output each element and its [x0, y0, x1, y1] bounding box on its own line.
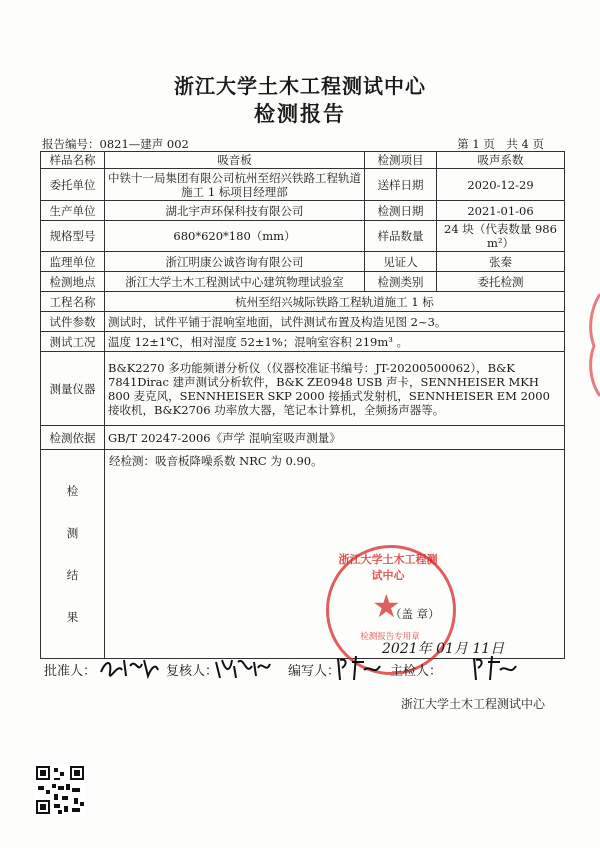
- results-value: 经检测：吸音板降噪系数 NRC 为 0.90。: [109, 454, 323, 468]
- test-item-label: 检测项目: [365, 152, 437, 169]
- project-label: 工程名称: [41, 292, 105, 312]
- test-item-value: 吸声系数: [437, 152, 565, 169]
- author-signature: [334, 652, 384, 684]
- lead-label: 主检人：: [390, 664, 443, 679]
- send-date-value: 2020-12-29: [437, 169, 565, 201]
- sign-date: 2021年 01月 11日: [382, 641, 505, 657]
- quantity-label: 样品数量: [365, 221, 437, 252]
- report-title: 检测报告: [254, 102, 346, 126]
- sample-name-value: 吸音板: [105, 152, 365, 169]
- project-value: 杭州至绍兴城际铁路工程轨道施工 1 标: [105, 292, 565, 312]
- test-date-label: 检测日期: [365, 201, 437, 221]
- issuer-name: 浙江大学土木工程测试中心: [400, 697, 545, 711]
- report-table: [40, 151, 565, 659]
- test-date-value: 2021-01-06: [437, 201, 565, 221]
- params-value: 测试时，试件平铺于混响室地面，试件测试布置及构造见图 2~3。: [105, 312, 565, 332]
- approver-signature: [98, 652, 160, 682]
- instruments-label: 测量仪器: [41, 352, 105, 426]
- location-label: 检测地点: [41, 272, 105, 292]
- producer-value: 湖北宇声环保科技有限公司: [105, 201, 365, 221]
- results-label-char: 测: [66, 526, 79, 540]
- qr-code-icon: [34, 764, 86, 816]
- report-number: 报告编号：0821—建声 002: [42, 137, 189, 151]
- send-date-label: 送样日期: [365, 169, 437, 201]
- basis-label: 检测依据: [41, 426, 105, 450]
- org-title: 浙江大学土木工程测试中心: [174, 74, 426, 98]
- sample-name-label: 样品名称: [41, 152, 105, 169]
- spec-label: 规格型号: [41, 221, 105, 252]
- reviewer-signature: [214, 652, 272, 682]
- supervisor-value: 浙江明康公诚咨询有限公司: [105, 252, 365, 272]
- seal-label: （盖 章）: [390, 607, 440, 621]
- client-value: 中铁十一局集团有限公司杭州至绍兴铁路工程轨道施工 1 标项目经理部: [105, 169, 365, 201]
- seal-sub-text: 检测报告专用章: [360, 632, 420, 642]
- lead-row: [390, 660, 442, 679]
- supervisor-label: 监理单位: [41, 252, 105, 272]
- results-label-char: 检: [66, 484, 79, 498]
- test-type-value: 委托检测: [437, 272, 565, 292]
- reviewer-row: [166, 660, 218, 679]
- reviewer-label: 复核人：: [166, 664, 219, 679]
- seal-star-icon: ★: [372, 587, 401, 625]
- location-value: 浙江大学土木工程测试中心建筑物理试验室: [105, 272, 365, 292]
- witness-label: 见证人: [365, 252, 437, 272]
- author-label: 编写人：: [288, 664, 341, 679]
- client-label: 委托单位: [41, 169, 105, 201]
- instruments-value: B&K2270 多功能频谱分析仪（仪器校准证书编号：JT-20200500062），B&K 7841Dirac 建声测试分析软件，B&K ZE0948 USB 声卡，SENNHEISER MKH 800 麦克风，SENNHEISER SKP 2000 接插式发射机，SENNHEISER EM 2000 接收机，B&K2706 功率放大器，笔记本计算机，全频扬声器等。: [105, 352, 565, 426]
- author-row: [288, 660, 340, 679]
- params-label: 试件参数: [41, 312, 105, 332]
- edge-seal-fragment: [584, 290, 600, 400]
- quantity-value: 24 块（代表数量 986 m²）: [437, 221, 565, 252]
- spec-value: 680*620*180（mm）: [105, 221, 365, 252]
- test-type-label: 检测类别: [365, 272, 437, 292]
- basis-value: GB/T 20247-2006《声学 混响室吸声测量》: [105, 426, 565, 450]
- signature-row: [44, 660, 96, 679]
- conditions-label: 测试工况: [41, 332, 105, 352]
- approver-label: 批准人：: [44, 664, 97, 679]
- results-label-char: 结: [66, 568, 79, 582]
- results-label-char: 果: [66, 610, 79, 624]
- lead-signature: [470, 652, 520, 684]
- conditions-value: 温度 12±1℃，相对湿度 52±1%；混响室容积 219m³ 。: [105, 332, 565, 352]
- results-label: [41, 450, 105, 659]
- page-info: 第 1 页 共 4 页: [457, 137, 544, 151]
- witness-value: 张秦: [437, 252, 565, 272]
- producer-label: 生产单位: [41, 201, 105, 221]
- seal-ring-text: 浙江大学土木工程测试中心: [338, 553, 438, 582]
